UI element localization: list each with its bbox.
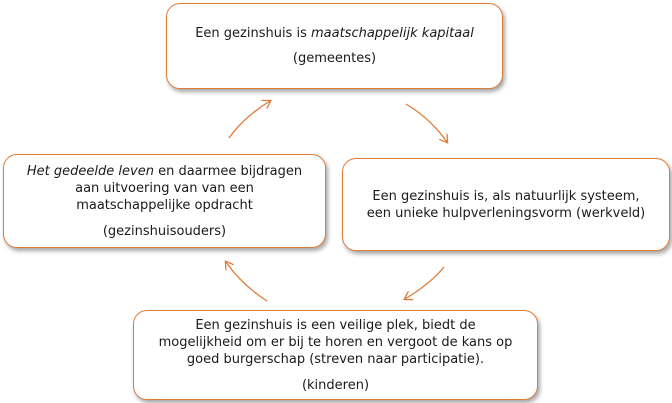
- box-bottom-role: (kinderen): [301, 377, 370, 393]
- box-left-line-1: [27, 163, 302, 180]
- box-bottom-line-1: Een gezinshuis is een veilige plek, biedt de: [195, 317, 476, 333]
- box-right-line-2: een unieke hulpverleningsvorm (werkveld): [366, 205, 646, 221]
- box-municipalities: [166, 3, 503, 89]
- arrow-left-to-top: [229, 101, 270, 138]
- box-field-of-work: [342, 158, 670, 251]
- box-left-line-3: maatschappelijke opdracht: [76, 197, 253, 213]
- arrow-top-to-right: [406, 104, 447, 142]
- box-bottom-line-3: goed burgerschap (streven naar participatie).: [186, 351, 485, 367]
- box-right-line-1: Een gezinshuis is, als natuurlijk systeem,: [372, 188, 640, 204]
- box-top-role: (gemeentes): [292, 51, 377, 66]
- box-top-italic-text: maatschappelijk kapitaal: [310, 26, 474, 41]
- box-left-text: en daarmee bijdragen: [153, 163, 303, 179]
- box-left-line-2: aan uitvoering van van een: [75, 180, 254, 196]
- box-children: [133, 310, 538, 400]
- box-bottom-line-2: mogelijkheid om er bij te horen en vergoot de kans op: [158, 334, 513, 350]
- box-top-text: Een gezinshuis is: [195, 26, 311, 41]
- box-left-italic-text: Het gedeelde leven: [26, 163, 154, 179]
- box-top-statement: [195, 25, 474, 42]
- arrow-bottom-to-left: [226, 262, 267, 301]
- box-left-role: (gezinshuisouders): [102, 223, 227, 239]
- box-foster-parents: [3, 154, 326, 248]
- arrow-right-to-bottom: [405, 267, 444, 299]
